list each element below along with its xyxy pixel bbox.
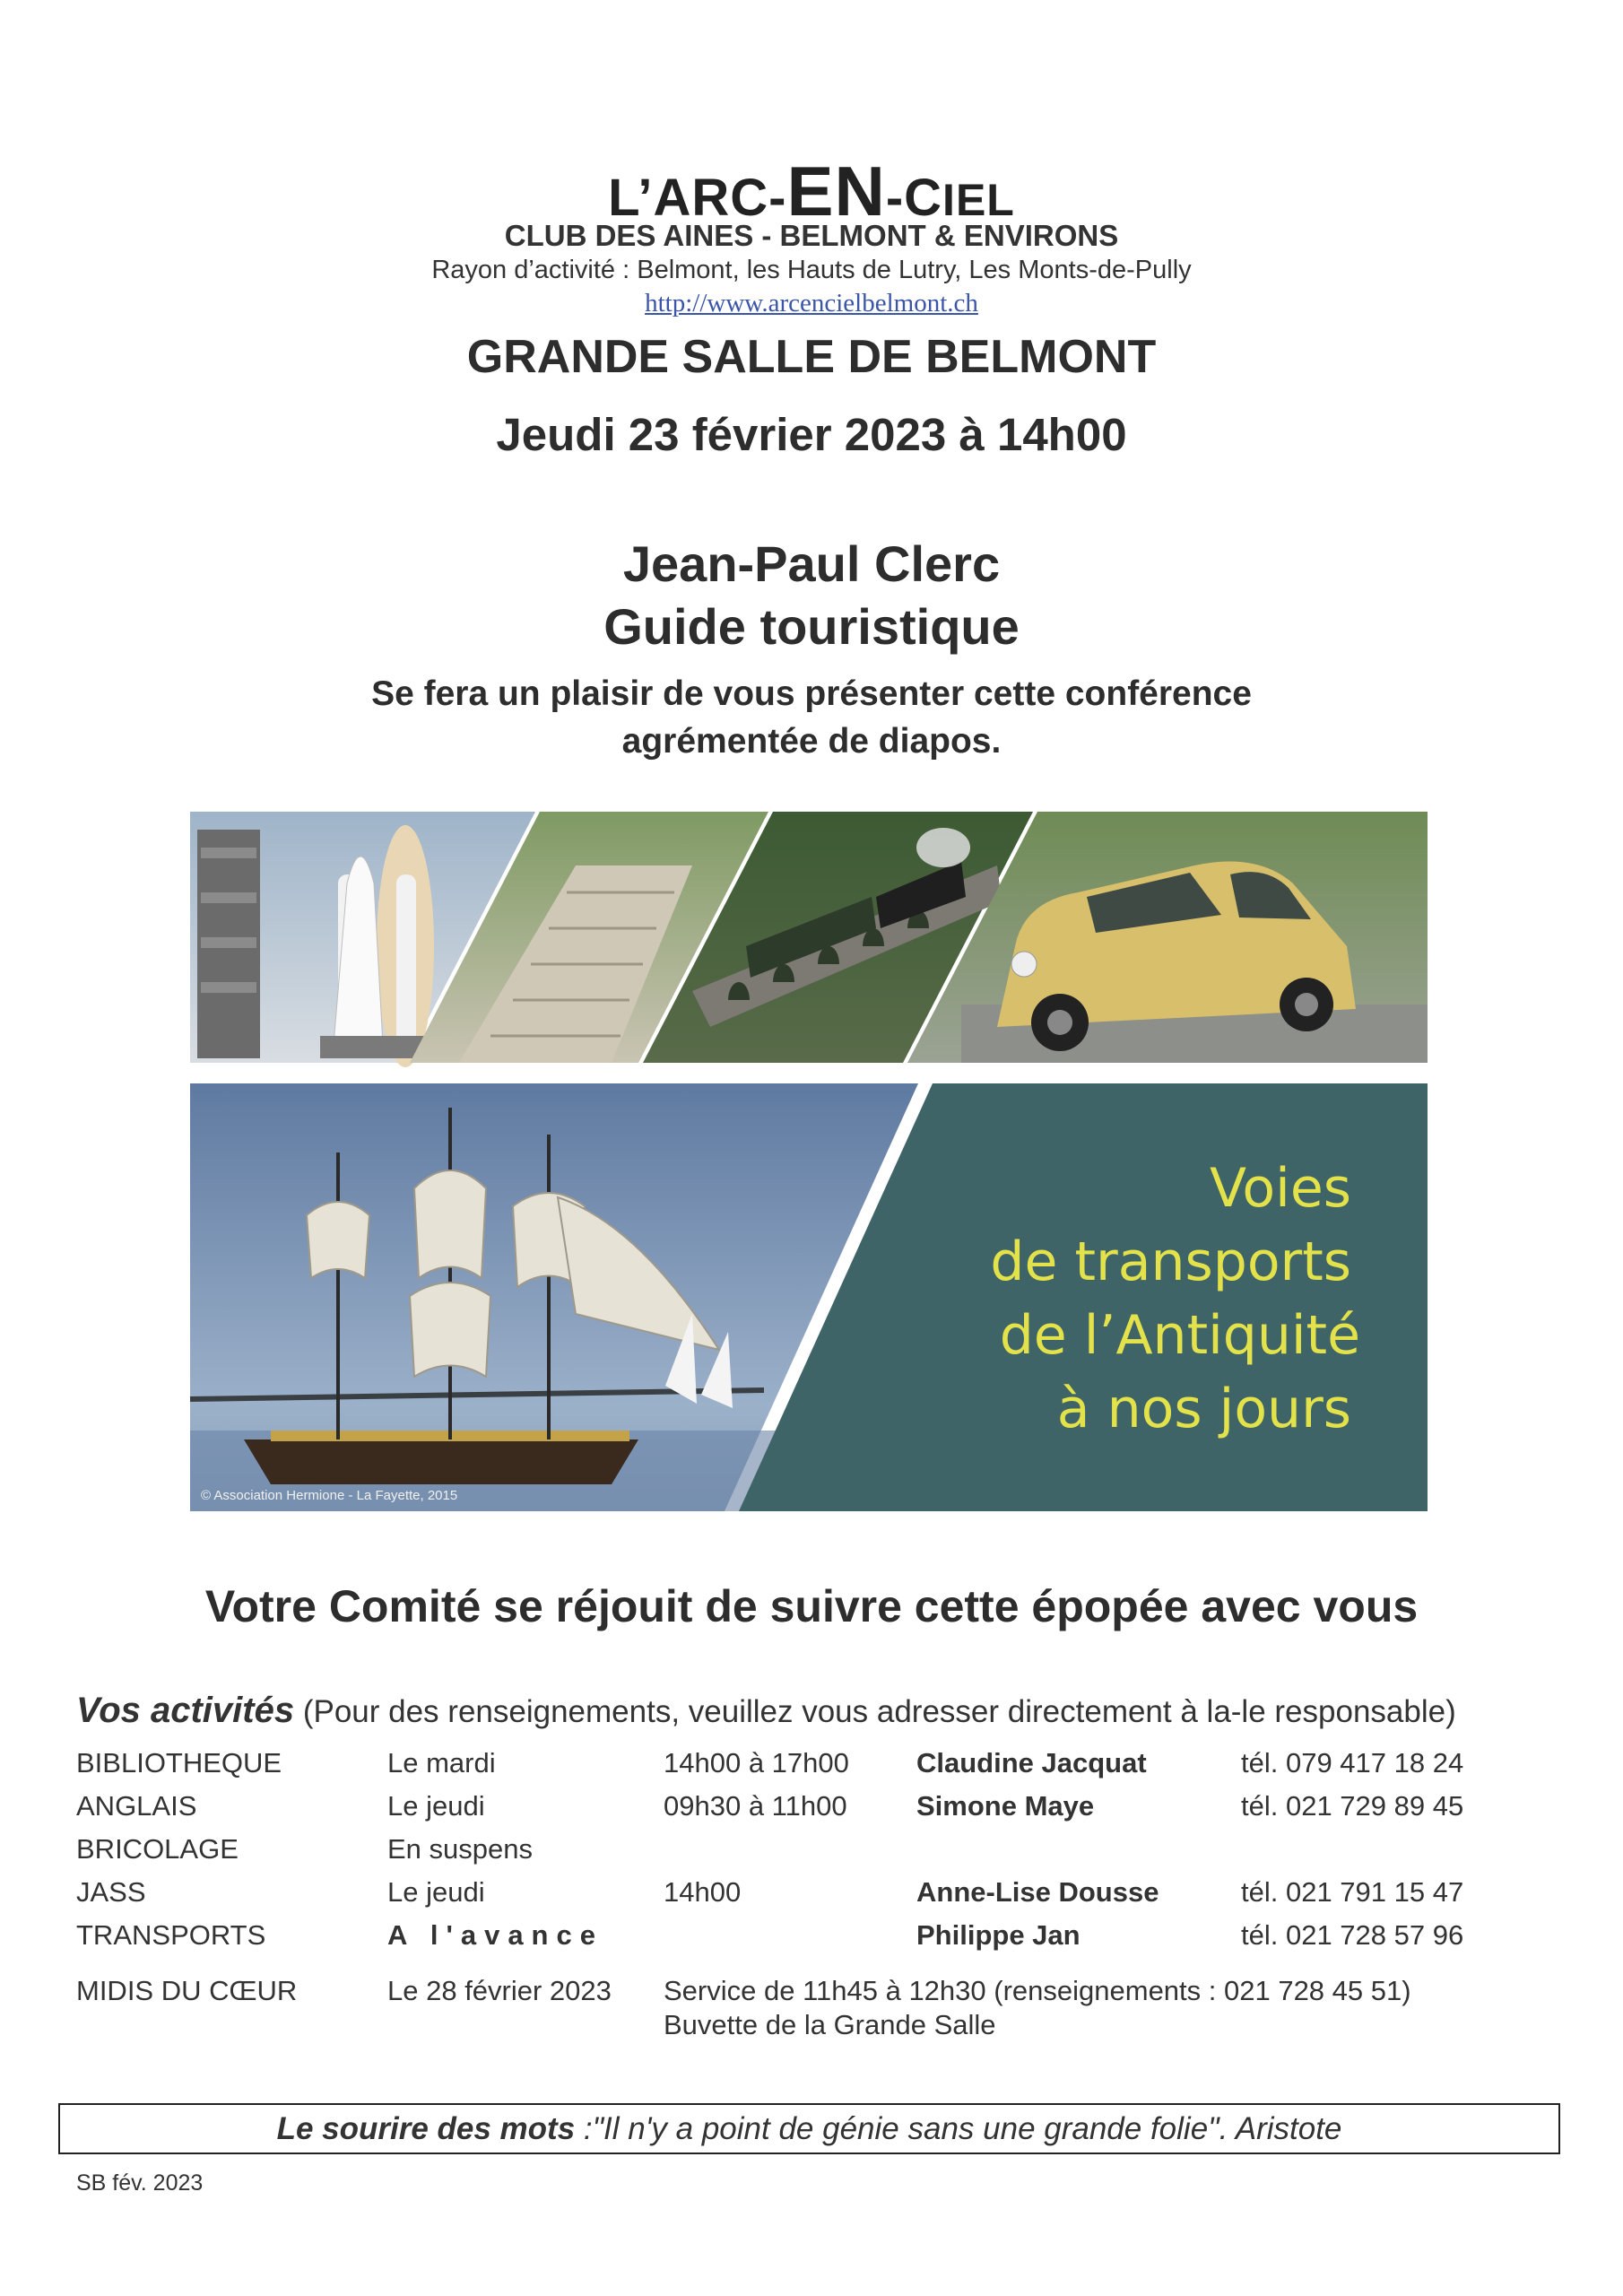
photo-credit: © Association Hermione - La Fayette, 2015 <box>201 1488 458 1503</box>
banner-title-line-3: de l’Antiquité <box>999 1304 1360 1367</box>
activity-row <box>0 1790 1623 1830</box>
activity-contact: Anne-Lise Dousse <box>916 1876 1159 1908</box>
activity-day: Le mardi <box>387 1747 496 1779</box>
banner-title-line-4: à nos jours <box>1056 1378 1351 1440</box>
activities-note: (Pour des renseignements, veuillez vous adresser directement à la-le responsable) <box>294 1694 1456 1729</box>
title-suffix-c: -C <box>885 169 943 227</box>
speaker-name: Jean-Paul Clerc <box>622 535 1001 592</box>
banner-title-line-2: de transports <box>990 1231 1351 1293</box>
footer-note: SB fév. 2023 <box>76 2170 204 2196</box>
activity-phone: tél. 021 728 57 96 <box>1241 1919 1464 1951</box>
activity-time: 14h00 à 17h00 <box>664 1747 849 1779</box>
committee-motto: Votre Comité se réjouit de suivre cette épopée avec vous <box>204 1581 1419 1631</box>
activity-phone: tél. 079 417 18 24 <box>1241 1747 1464 1779</box>
activity-day: Le jeudi <box>387 1790 485 1822</box>
banner-title-line-1: Voies <box>1210 1157 1351 1220</box>
midis-date: Le 28 février 2023 <box>387 1975 612 2006</box>
activity-name: ANGLAIS <box>76 1790 197 1822</box>
club-website-link[interactable]: http://www.arcencielbelmont.ch <box>645 289 978 317</box>
activity-row <box>0 1876 1623 1916</box>
activity-contact: Claudine Jacquat <box>916 1747 1147 1779</box>
activity-contact: Philippe Jan <box>916 1919 1081 1951</box>
activities-title: Vos activités <box>76 1691 295 1730</box>
midis-place-row <box>0 2009 1623 2048</box>
activity-day: En suspens <box>387 1833 533 1865</box>
activity-row <box>0 1919 1623 1959</box>
quote-lead: Le sourire des mots <box>276 2111 576 2146</box>
activity-day: A l'avance <box>387 1919 603 1951</box>
conference-banner <box>190 812 1428 1511</box>
title-prefix: L’ARC- <box>608 169 787 227</box>
club-area: Rayon d’activité : Belmont, les Hauts de Lutry, Les Monts-de-Pully <box>431 256 1192 284</box>
activity-row <box>0 1747 1623 1787</box>
activities-heading <box>76 1691 1456 1731</box>
title-suffix-rest: IEL <box>942 175 1015 225</box>
event-venue: GRANDE SALLE DE BELMONT <box>466 331 1157 383</box>
activity-contact: Simone Maye <box>916 1790 1095 1822</box>
speaker-role: Guide touristique <box>603 598 1020 655</box>
activity-name: BRICOLAGE <box>76 1833 239 1865</box>
activity-row <box>0 1833 1623 1873</box>
activity-phone: tél. 021 791 15 47 <box>1241 1876 1464 1908</box>
activity-day: Le jeudi <box>387 1876 485 1908</box>
activity-name: JASS <box>76 1876 146 1908</box>
activity-name: TRANSPORTS <box>76 1919 266 1951</box>
midis-service: Service de 11h45 à 12h30 (renseignements : 021 728 45 51) <box>664 1975 1411 2006</box>
event-datetime: Jeudi 23 février 2023 à 14h00 <box>496 409 1127 460</box>
midis-place: Buvette de la Grande Salle <box>664 2009 996 2040</box>
club-subtitle: CLUB DES AINES - BELMONT & ENVIRONS <box>504 219 1119 252</box>
quote-box <box>58 2103 1560 2154</box>
title-big: EN <box>786 152 886 230</box>
midis-name: MIDIS DU CŒUR <box>76 1975 298 2006</box>
quote-text: :"Il n'y a point de génie sans une grande folie". Aristote <box>575 2111 1342 2146</box>
activity-name: BIBLIOTHEQUE <box>76 1747 282 1779</box>
intro-line-1: Se fera un plaisir de vous présenter cette conférence <box>371 674 1252 713</box>
activity-time: 09h30 à 11h00 <box>664 1790 847 1822</box>
activity-phone: tél. 021 729 89 45 <box>1241 1790 1464 1822</box>
activity-time: 14h00 <box>664 1876 742 1908</box>
intro-line-2: agrémentée de diapos. <box>621 722 1002 761</box>
